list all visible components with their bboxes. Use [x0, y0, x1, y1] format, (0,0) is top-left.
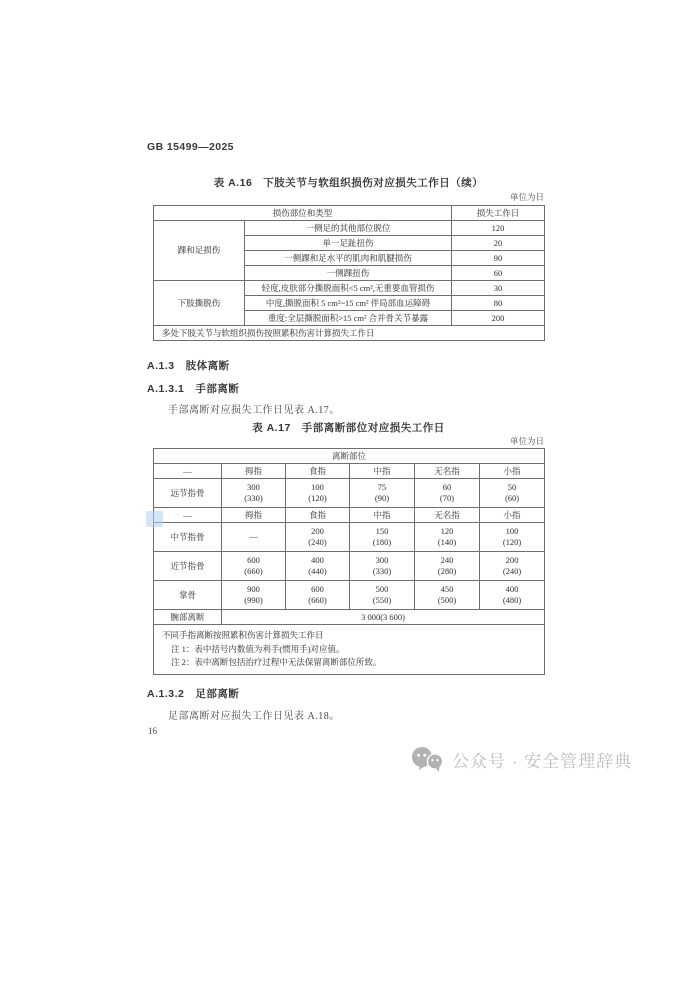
- header-cell: 拇指: [222, 508, 286, 523]
- cell-paren: (240): [308, 537, 327, 547]
- cell-value: 60: [442, 481, 452, 492]
- row-group-label: 踝和足损伤: [154, 221, 245, 281]
- value-cell: [350, 523, 415, 552]
- header-cell: 小指: [480, 508, 545, 523]
- unit-label-a16: 单位为日: [509, 192, 544, 202]
- cell-value: 75: [377, 481, 387, 492]
- paragraph-a131: 手部离断对应损失工作日见表 A.17。: [168, 405, 340, 416]
- row-label: 中节指骨: [154, 523, 222, 552]
- value-cell: [350, 581, 415, 610]
- days-cell: 90: [452, 251, 545, 266]
- header-cell: 损失工作日: [452, 206, 545, 221]
- cell-value: 600: [247, 554, 260, 565]
- table-row: [154, 281, 545, 296]
- injury-desc-cell: 一侧足的其他部位脱位: [245, 221, 452, 236]
- section-heading-a131: A.1.3.1 手部离断: [147, 383, 240, 395]
- cell-paren: (140): [437, 537, 457, 547]
- table-row: [154, 221, 545, 236]
- cell-value: 900: [247, 583, 260, 594]
- cell-paren: (240): [502, 566, 522, 576]
- injury-desc-cell: 一侧踝扭伤: [245, 266, 452, 281]
- value-cell: [480, 523, 545, 552]
- note-line: 注 1：表中括号内数值为利手(惯用手)对应值。: [171, 643, 345, 654]
- days-cell: 200: [452, 311, 545, 326]
- row-label: 近节指骨: [154, 552, 222, 581]
- cell-paren: (330): [372, 566, 392, 576]
- header-cell: 无名指: [415, 464, 480, 479]
- injury-desc-cell: 单一足趾扭伤: [245, 236, 452, 251]
- selection-artifact: [146, 511, 163, 527]
- table-row: [154, 581, 545, 610]
- injury-desc-cell: 中度,撕脱面积 5 cm²~15 cm² 伴局部血运障碍: [245, 296, 452, 311]
- note-line: 注 2：表中离断包括治疗过程中无法保留离断部位所致。: [171, 657, 382, 668]
- header-cell: 中指: [350, 464, 415, 479]
- value-cell: [286, 479, 350, 508]
- cell-value: 500: [375, 583, 389, 594]
- days-cell: 80: [452, 296, 545, 311]
- cell-value: 120: [440, 525, 454, 536]
- value-cell: [480, 552, 545, 581]
- header-cell: —: [154, 508, 222, 523]
- table-a17-caption: 表 A.17 手部离断部位对应损失工作日: [252, 422, 445, 434]
- value-cell: [350, 552, 415, 581]
- table-a17-hand-amputation: [153, 448, 545, 675]
- value-cell: [222, 552, 286, 581]
- cell-value: 50: [507, 481, 517, 492]
- header-cell: 小指: [480, 464, 545, 479]
- value-cell: [480, 581, 545, 610]
- value-cell: [415, 581, 480, 610]
- days-cell: 60: [452, 266, 545, 281]
- header-cell: 中指: [350, 508, 415, 523]
- value-cell: [415, 479, 480, 508]
- cell-value: 450: [440, 583, 454, 594]
- cell-value: 400: [311, 554, 324, 565]
- days-cell: 120: [452, 221, 545, 236]
- row-label: 掌骨: [154, 581, 222, 610]
- cell-value: —: [249, 531, 258, 542]
- wechat-official-account-icon: [411, 746, 444, 773]
- section-heading-a132: A.1.3.2 足部离断: [147, 688, 240, 700]
- table-footer-row: [154, 326, 545, 341]
- wrist-amputation-row: [154, 610, 545, 625]
- cell-paren: (60): [504, 493, 520, 503]
- section-heading-a13: A.1.3 肢体离断: [147, 360, 230, 372]
- value-cell: [222, 581, 286, 610]
- cell-value: 100: [505, 525, 519, 536]
- cell-paren: (660): [308, 595, 327, 605]
- cell-value: 240: [440, 554, 454, 565]
- header-cell: —: [154, 464, 222, 479]
- watermark-text: 公众号 · 安全管理辞典: [452, 752, 633, 771]
- table-notes: [154, 625, 545, 675]
- table-header-row: [154, 206, 545, 221]
- cell-value: 150: [375, 525, 389, 536]
- finger-header-row: [154, 464, 545, 479]
- table-a16-lower-limb-injury: [153, 205, 545, 341]
- injury-desc-cell: 重度:全层撕脱面积>15 cm² 合并骨关节暴露: [245, 311, 452, 326]
- page-number: 16: [148, 726, 157, 736]
- cell-paren: (550): [372, 595, 392, 605]
- cell-value: 200: [311, 525, 324, 536]
- cell-paren: (280): [437, 566, 457, 576]
- table-a16-caption: 表 A.16 下肢关节与软组织损伤对应损失工作日（续）: [213, 177, 484, 189]
- table-footer-note: 多处下肢关节与软组织损伤按照累积伤害计算损失工作日: [154, 326, 545, 341]
- cell-value: 400: [505, 583, 519, 594]
- paragraph-a132: 足部离断对应损失工作日见表 A.18。: [168, 711, 340, 722]
- standard-code: GB 15499—2025: [147, 141, 234, 153]
- value-cell: [415, 552, 480, 581]
- days-cell: 30: [452, 281, 545, 296]
- cell-paren: (70): [439, 493, 455, 503]
- value-cell: [286, 552, 350, 581]
- row-group-label: 下肢撕脱伤: [154, 281, 245, 326]
- cell-value: 300: [247, 481, 260, 492]
- row-label: 远节指骨: [154, 479, 222, 508]
- value-cell: [286, 581, 350, 610]
- cell-value: 300: [375, 554, 389, 565]
- header-cell: 食指: [286, 508, 350, 523]
- note-line: 不同手指离断按照累积伤害计算损失工作日: [162, 630, 324, 640]
- cell-paren: (500): [437, 595, 457, 605]
- header-cell: 拇指: [222, 464, 286, 479]
- table-header-row: [154, 449, 545, 464]
- cell-value: 100: [311, 481, 324, 492]
- watermark: [411, 746, 632, 773]
- header-cell: 离断部位: [154, 449, 545, 464]
- value-cell: [415, 523, 480, 552]
- cell-paren: (440): [308, 566, 327, 576]
- header-cell: 损伤部位和类型: [154, 206, 452, 221]
- value-cell: [350, 479, 415, 508]
- cell-paren: (990): [244, 595, 263, 605]
- finger-header-row-repeat: [154, 508, 545, 523]
- header-cell: 无名指: [415, 508, 480, 523]
- table-row: [154, 523, 545, 552]
- unit-label-a17: 单位为日: [509, 436, 544, 446]
- cell-paren: (90): [374, 493, 390, 503]
- cell-value: 200: [505, 554, 519, 565]
- cell-paren: (660): [244, 566, 263, 576]
- table-row: [154, 479, 545, 508]
- cell-paren: (180): [372, 537, 392, 547]
- value-cell: [286, 523, 350, 552]
- injury-desc-cell: 轻度,皮肤部分撕脱面积<5 cm²,无重要血管损伤: [245, 281, 452, 296]
- cell-paren: (480): [502, 595, 522, 605]
- value-cell: [222, 479, 286, 508]
- value-cell: 3 000(3 600): [222, 610, 545, 625]
- value-cell: [480, 479, 545, 508]
- cell-paren: (330): [244, 493, 263, 503]
- table-row: [154, 552, 545, 581]
- row-label: 腕部离断: [154, 610, 222, 625]
- value-cell: [222, 523, 286, 552]
- header-cell: 食指: [286, 464, 350, 479]
- cell-paren: (120): [502, 537, 522, 547]
- days-cell: 20: [452, 236, 545, 251]
- cell-paren: (120): [308, 493, 327, 503]
- injury-desc-cell: 一侧踝和足水平的肌肉和肌腱损伤: [245, 251, 452, 266]
- table-notes-row: [154, 625, 545, 675]
- cell-value: 600: [311, 583, 324, 594]
